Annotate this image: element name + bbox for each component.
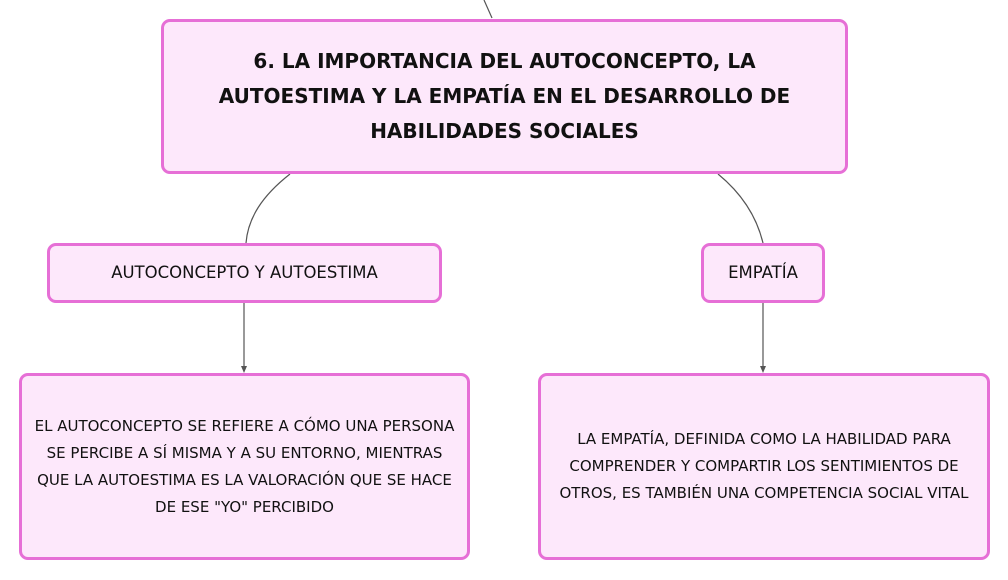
arrowhead-empatia-detail [760, 366, 766, 373]
detail-node-autoconcepto[interactable] [19, 373, 470, 560]
root-topic-node[interactable] [161, 19, 848, 174]
connector-root-to-autoconcepto [246, 174, 290, 243]
connector-parent-to-root [484, 0, 492, 18]
topic-label-empatia: EMPATÍA [728, 263, 798, 282]
detail-text-autoconcepto: EL AUTOCONCEPTO SE REFIERE A CÓMO UNA PERSONA SE PERCIBE A SÍ MISMA Y A SU ENTORNO, MIENTRAS QUE LA AUTOESTIMA ES LA VALORACIÓN QUE SE HACE DE ESE "YO" PERCIBIDO [34, 416, 455, 516]
detail-node-empatia[interactable] [538, 373, 990, 560]
root-topic-text: 6. LA IMPORTANCIA DEL AUTOCONCEPTO, LA AUTOESTIMA Y LA EMPATÍA EN EL DESARROLLO DE HABILIDADES SOCIALES [218, 49, 791, 143]
detail-text-empatia: LA EMPATÍA, DEFINIDA COMO LA HABILIDAD PARA COMPRENDER Y COMPARTIR LOS SENTIMIENTOS DE OTROS, ES TAMBIÉN UNA COMPETENCIA SOCIAL VITAL [559, 430, 969, 502]
topic-node-empatia[interactable] [701, 243, 825, 303]
connector-root-to-empatia [718, 174, 763, 243]
topic-node-autoconcepto[interactable] [47, 243, 442, 303]
topic-label-autoconcepto: AUTOCONCEPTO Y AUTOESTIMA [111, 263, 378, 282]
arrowhead-autoconcepto-detail [241, 366, 247, 373]
